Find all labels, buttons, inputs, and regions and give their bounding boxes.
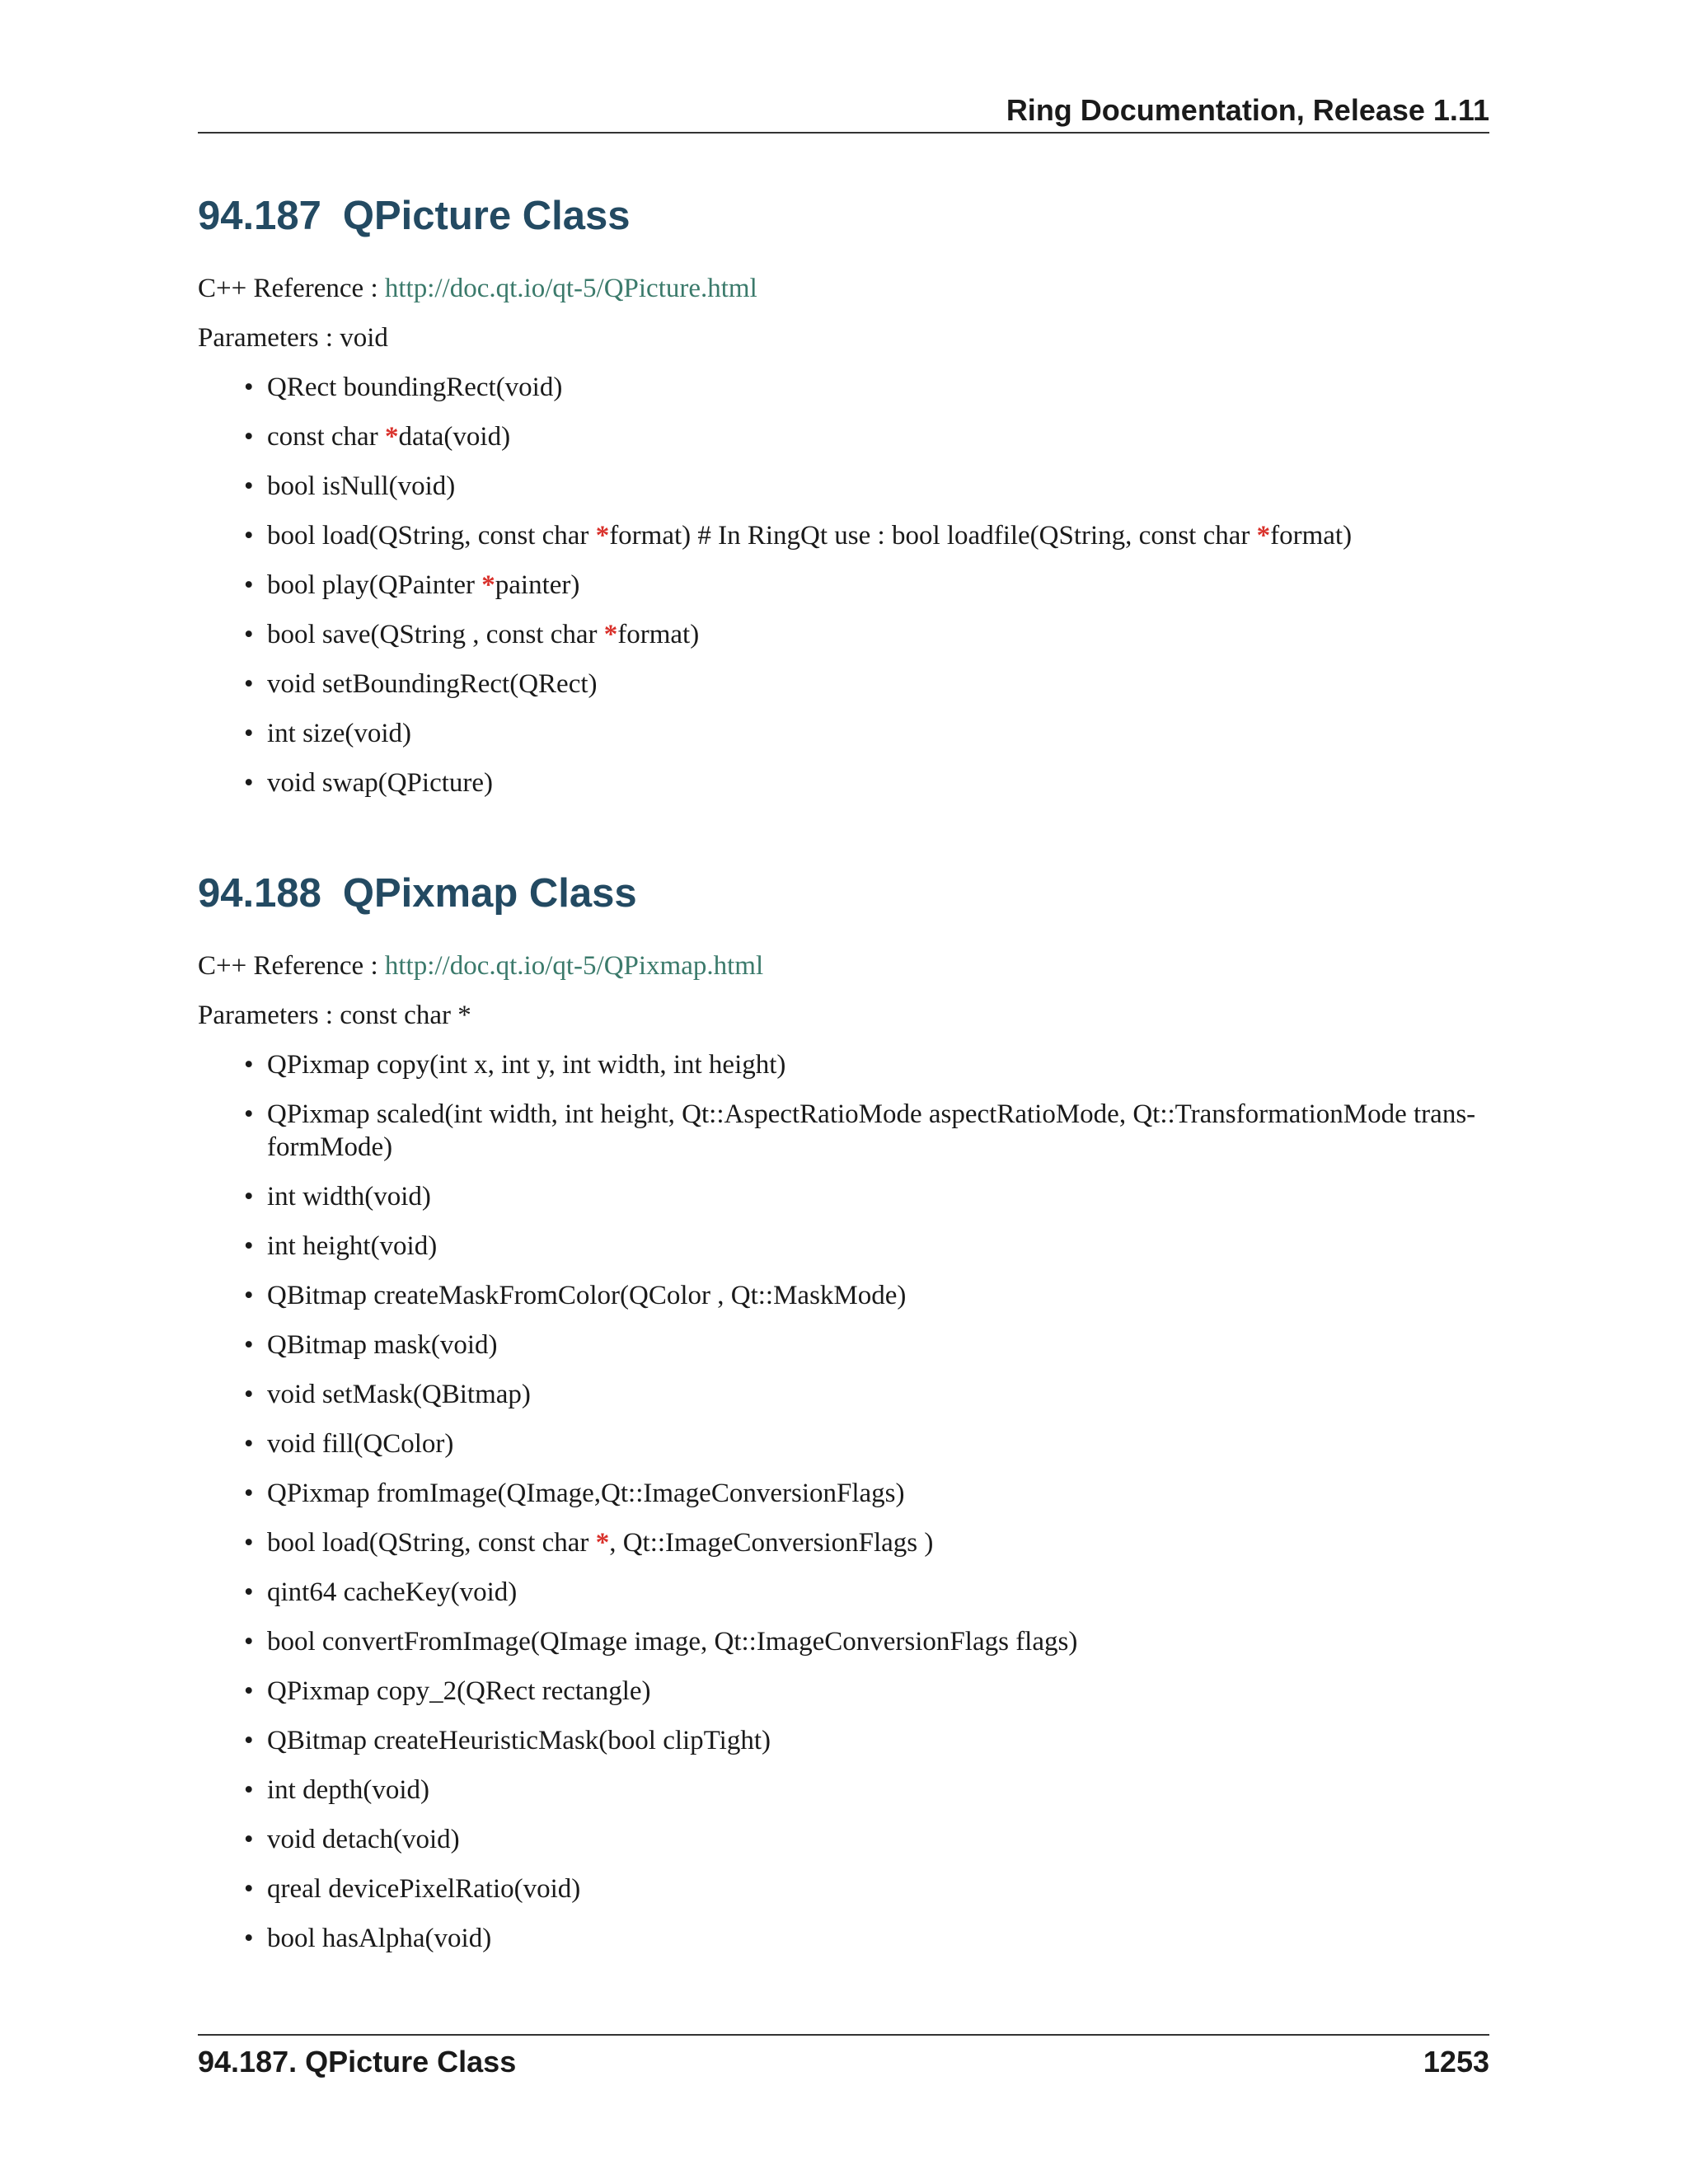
method-text: QPixmap copy(int x, int y, int width, int height) bbox=[267, 1050, 786, 1080]
method-item bbox=[198, 1526, 1489, 1559]
section-qpicture bbox=[198, 191, 1489, 816]
method-text: QPixmap fromImage(QImage,Qt::ImageConversionFlags) bbox=[267, 1479, 905, 1508]
method-text: void setMask(QBitmap) bbox=[267, 1380, 531, 1409]
method-item bbox=[198, 1427, 1489, 1460]
method-text: QBitmap createMaskFromColor(QColor , Qt::MaskMode) bbox=[267, 1281, 907, 1310]
section-title bbox=[198, 869, 1489, 918]
method-item bbox=[198, 1922, 1489, 1955]
cpp-reference bbox=[198, 949, 1489, 982]
method-text: bool load(QString, const char bbox=[267, 521, 596, 551]
method-text: const char bbox=[267, 422, 385, 452]
pointer-asterisk: * bbox=[384, 422, 399, 452]
method-item bbox=[198, 1329, 1489, 1361]
method-text: bool load(QString, const char bbox=[267, 1528, 596, 1558]
section-qpixmap bbox=[198, 869, 1489, 1971]
method-text: painter) bbox=[495, 570, 580, 600]
cpp-reference bbox=[198, 272, 1489, 305]
bullet-icon: • bbox=[244, 719, 254, 748]
bullet-icon: • bbox=[244, 1099, 254, 1129]
cpp-reference-link[interactable]: http://doc.qt.io/qt-5/QPixmap.html bbox=[384, 951, 764, 981]
method-text: bool convertFromImage(QImage image, Qt::ImageConversionFlags flags) bbox=[267, 1627, 1078, 1657]
method-item bbox=[198, 717, 1489, 750]
method-item bbox=[198, 1625, 1489, 1658]
cpp-reference-link[interactable]: http://doc.qt.io/qt-5/QPicture.html bbox=[384, 274, 757, 303]
bullet-icon: • bbox=[244, 1825, 254, 1854]
method-item bbox=[198, 1477, 1489, 1510]
method-text: void setBoundingRect(QRect) bbox=[267, 669, 598, 699]
method-text: QBitmap createHeuristicMask(bool clipTight) bbox=[267, 1726, 771, 1755]
bullet-icon: • bbox=[244, 1924, 254, 1953]
bullet-icon: • bbox=[244, 1182, 254, 1212]
bullet-icon: • bbox=[244, 1380, 254, 1409]
method-text: int depth(void) bbox=[267, 1775, 430, 1805]
parameters-line: Parameters : void bbox=[198, 323, 388, 353]
method-item bbox=[198, 1774, 1489, 1807]
method-item bbox=[198, 569, 1489, 602]
section-name: QPixmap Class bbox=[342, 871, 637, 916]
bullet-icon: • bbox=[244, 1577, 254, 1607]
bullet-icon: • bbox=[244, 1726, 254, 1755]
bullet-icon: • bbox=[244, 1874, 254, 1904]
method-item bbox=[198, 1378, 1489, 1411]
bullet-icon: • bbox=[244, 669, 254, 699]
footer-section: 94.187. QPicture Class bbox=[198, 2045, 517, 2079]
bullet-icon: • bbox=[244, 471, 254, 501]
method-item bbox=[198, 1872, 1489, 1905]
bullet-icon: • bbox=[244, 1479, 254, 1508]
bullet-icon: • bbox=[244, 1330, 254, 1360]
method-text: , Qt::ImageConversionFlags ) bbox=[609, 1528, 934, 1558]
method-item bbox=[198, 1098, 1489, 1164]
method-item bbox=[198, 420, 1489, 453]
running-header bbox=[198, 92, 1489, 134]
bullet-icon: • bbox=[244, 1775, 254, 1805]
bullet-icon: • bbox=[244, 373, 254, 402]
method-item bbox=[198, 1724, 1489, 1757]
bullet-icon: • bbox=[244, 1231, 254, 1261]
method-text: format) bbox=[617, 620, 700, 649]
method-item bbox=[198, 766, 1489, 799]
method-text: data(void) bbox=[398, 422, 511, 452]
pointer-asterisk: * bbox=[1256, 521, 1271, 551]
method-text: QPixmap copy_2(QRect rectangle) bbox=[267, 1676, 651, 1706]
bullet-icon: • bbox=[244, 570, 254, 600]
section-title bbox=[198, 191, 1489, 241]
method-text: void detach(void) bbox=[267, 1825, 460, 1854]
pointer-asterisk: * bbox=[603, 620, 618, 649]
method-item bbox=[198, 1180, 1489, 1213]
method-text: QPixmap scaled(int width, int height, Qt::AspectRatioMode aspectRatioMode, Qt::TransformationMode trans- formMode) bbox=[267, 1099, 1476, 1162]
cpp-reference-label: C++ Reference : bbox=[198, 951, 378, 981]
running-header-title: Ring Documentation, Release 1.11 bbox=[1006, 93, 1489, 127]
running-footer bbox=[198, 2034, 1489, 2080]
parameters-line: Parameters : const char * bbox=[198, 1001, 471, 1030]
method-item bbox=[198, 668, 1489, 701]
bullet-icon: • bbox=[244, 768, 254, 798]
method-text: int size(void) bbox=[267, 719, 412, 748]
section-name: QPicture Class bbox=[342, 194, 631, 238]
method-text: format) # In RingQt use : bool loadfile(QString, const char bbox=[609, 521, 1257, 551]
method-list bbox=[198, 371, 1489, 799]
method-item bbox=[198, 1675, 1489, 1708]
method-item bbox=[198, 470, 1489, 503]
method-text: int height(void) bbox=[267, 1231, 438, 1261]
footer-page-number: 1253 bbox=[1423, 2045, 1489, 2079]
bullet-icon: • bbox=[244, 1050, 254, 1080]
method-text: qint64 cacheKey(void) bbox=[267, 1577, 518, 1607]
method-item bbox=[198, 1230, 1489, 1263]
pointer-asterisk: * bbox=[595, 521, 610, 551]
section-number: 94.187 bbox=[198, 194, 321, 238]
method-text: qreal devicePixelRatio(void) bbox=[267, 1874, 581, 1904]
cpp-reference-label: C++ Reference : bbox=[198, 274, 378, 303]
method-item bbox=[198, 1576, 1489, 1609]
bullet-icon: • bbox=[244, 1676, 254, 1706]
bullet-icon: • bbox=[244, 1281, 254, 1310]
method-text: void swap(QPicture) bbox=[267, 768, 494, 798]
method-text: format) bbox=[1270, 521, 1353, 551]
section-number: 94.188 bbox=[198, 871, 321, 916]
bullet-icon: • bbox=[244, 1528, 254, 1558]
bullet-icon: • bbox=[244, 422, 254, 452]
method-item bbox=[198, 1279, 1489, 1312]
method-text: QBitmap mask(void) bbox=[267, 1330, 498, 1360]
pointer-asterisk: * bbox=[595, 1528, 610, 1558]
method-text: QRect boundingRect(void) bbox=[267, 373, 563, 402]
bullet-icon: • bbox=[244, 521, 254, 551]
method-text: bool play(QPainter bbox=[267, 570, 482, 600]
pointer-asterisk: * bbox=[481, 570, 495, 600]
method-item bbox=[198, 1823, 1489, 1856]
bullet-icon: • bbox=[244, 1627, 254, 1657]
method-text: bool save(QString , const char bbox=[267, 620, 604, 649]
bullet-icon: • bbox=[244, 1429, 254, 1459]
method-list bbox=[198, 1048, 1489, 1955]
method-text: int width(void) bbox=[267, 1182, 431, 1212]
method-item bbox=[198, 371, 1489, 404]
method-item bbox=[198, 1048, 1489, 1081]
method-item bbox=[198, 519, 1489, 552]
method-text: bool hasAlpha(void) bbox=[267, 1924, 492, 1953]
method-item bbox=[198, 618, 1489, 651]
method-text: bool isNull(void) bbox=[267, 471, 456, 501]
bullet-icon: • bbox=[244, 620, 254, 649]
method-text: void fill(QColor) bbox=[267, 1429, 454, 1459]
